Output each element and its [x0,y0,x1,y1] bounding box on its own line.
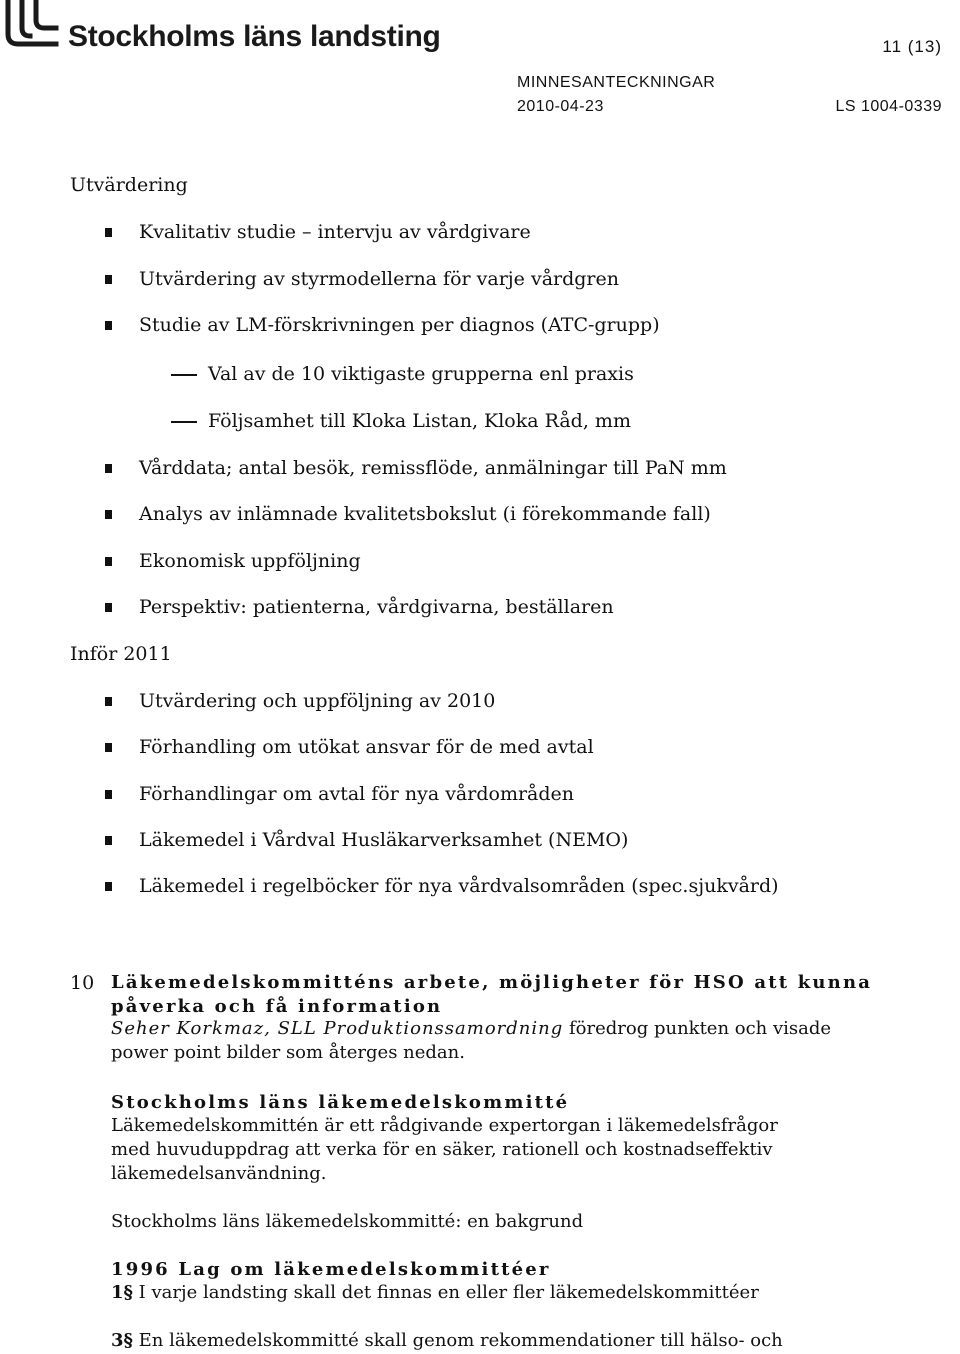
list-item: Utvärdering av styrmodellerna för varje vårdgren [139,268,619,290]
paragraph-line: med huvuduppdrag att verka för en säker, rationell och kostnadseffektiv [111,1139,773,1160]
paragraph-line: läkemedelsanvändning. [111,1163,327,1184]
bullet-icon [105,603,112,612]
presenter-line2: power point bilder som återges nedan. [111,1042,465,1063]
paragraph-line: Läkemedelskommittén är ett rådgivande expertorgan i läkemedelsfrågor [111,1115,778,1136]
dash-icon [171,421,197,423]
list-item: Förhandlingar om avtal för nya vårdområden [139,783,575,805]
bullet-icon [105,275,112,284]
list-item: Perspektiv: patienterna, vårdgivarna, beställaren [139,596,614,618]
logo-text: Stockholms läns landsting [68,20,441,53]
list-item: Läkemedel i regelböcker för nya vårdvalsområden (spec.sjukvård) [139,875,779,897]
bullet-icon [105,836,112,845]
item-heading-line2: påverka och få information [111,996,443,1017]
bullet-icon [105,228,112,237]
background-line: Stockholms läns läkemedelskommitté: en bakgrund [111,1211,584,1232]
presenter: Seher Korkmaz, SLL Produktionssamordning [111,1018,564,1039]
section-title-infor: Inför 2011 [70,643,172,665]
list-item: Ekonomisk uppföljning [139,550,361,572]
item-heading-line1: Läkemedelskommitténs arbete, möjligheter för HSO att kunna [111,972,873,993]
sub-list-item: Val av de 10 viktigaste grupperna enl praxis [208,363,634,385]
dash-icon [171,374,197,376]
bullet-icon [105,510,112,519]
sub-heading: Stockholms läns läkemedelskommitté [111,1092,570,1113]
law-item-number: 1§ [111,1282,133,1303]
bullet-icon [105,464,112,473]
list-item: Förhandling om utökat ansvar för de med avtal [139,736,594,758]
section-title-utvardering: Utvärdering [70,174,188,196]
doc-type: MINNESANTECKNINGAR [517,74,716,91]
list-item: Studie av LM-förskrivningen per diagnos (ATC-grupp) [139,314,660,336]
doc-date: 2010-04-23 [517,98,604,115]
law-item: I varje landsting skall det finnas en eller fler läkemedelskommittéer [138,1282,759,1303]
bullet-icon [105,321,112,330]
bullet-icon [105,790,112,799]
item-number: 10 [70,972,95,994]
bullet-icon [105,697,112,706]
presenter-rest: föredrog punkten och visade [563,1018,832,1039]
list-item: Kvalitativ studie – intervju av vårdgivare [139,221,531,243]
doc-reference: LS 1004-0339 [835,98,942,115]
list-item: Läkemedel i Vårdval Husläkarverksamhet (NEMO) [139,829,629,851]
page-number: 11 (13) [882,37,942,56]
list-item: Utvärdering och uppföljning av 2010 [139,690,496,712]
list-item: Vårddata; antal besök, remissflöde, anmälningar till PaN mm [139,457,727,479]
bullet-icon [105,743,112,752]
sub-list-item: Följsamhet till Kloka Listan, Kloka Råd, mm [208,410,631,432]
law-item-number: 3§ [111,1330,133,1351]
law-heading: 1996 Lag om läkemedelskommittéer [111,1259,551,1280]
bullet-icon [105,882,112,891]
law-item: En läkemedelskommitté skall genom rekommendationer till hälso- och [138,1330,783,1351]
bullet-icon [105,557,112,566]
list-item: Analys av inlämnade kvalitetsbokslut (i förekommande fall) [139,503,711,525]
